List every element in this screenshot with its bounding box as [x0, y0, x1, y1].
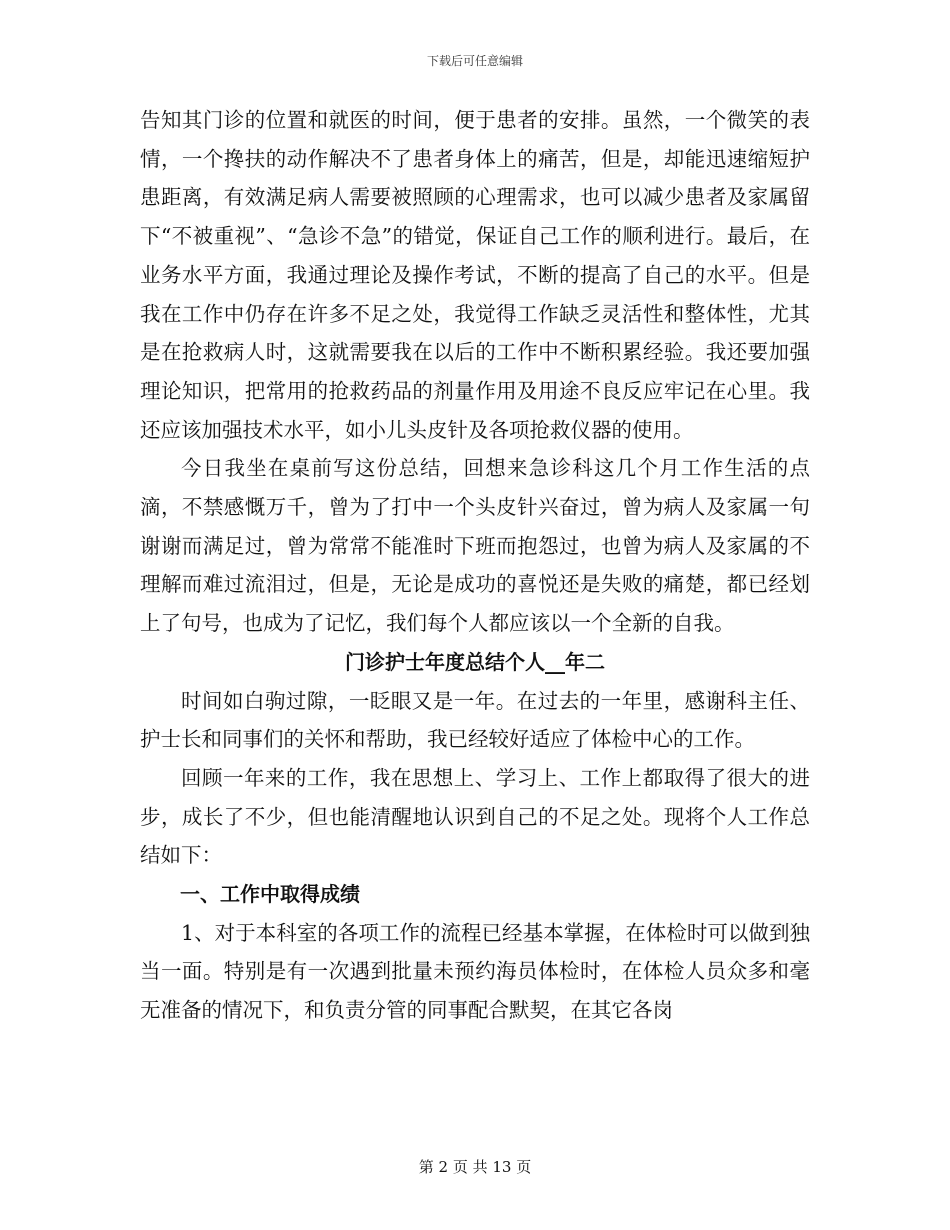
subheading: 一、工作中取得成绩: [180, 882, 360, 907]
page-footer: 第 2 页 共 13 页: [418, 1158, 532, 1176]
paragraph: 1、对于本科室的各项工作的流程已经基本掌握，在体检时可以做到独当一面。特别是有一次遇到批量未预约海员体检时，在体检人员众多和毫无准备的情况下，和负责分管的同事配合默契，在其它各岗: [140, 920, 810, 1023]
header-note: 下载后可任意编辑: [426, 54, 523, 68]
section-title: 门诊护士年度总结个人__年二: [345, 649, 605, 674]
document-body: [140, 101, 810, 1030]
paragraph: 今日我坐在桌前写这份总结，回想来急诊科这几个月工作生活的点滴，不禁感慨万千，曾为了打中一个头皮针兴奋过，曾为病人及家属一句谢谢而满足过，曾为常常不能准时下班而抱怨过，也曾为病人及家属的不理解而难过流泪过，但是，无论是成功的喜悦还是失败的痛楚，都已经划上了句号，也成为了记忆，我们每个人都应该以一个全新的自我。: [140, 456, 810, 636]
paragraph: 告知其门诊的位置和就医的时间，便于患者的安排。虽然，一个微笑的表情，一个搀扶的动作解决不了患者身体上的痛苦，但是，却能迅速缩短护患距离，有效满足病人需要被照顾的心理需求，也可以减少患者及家属留下“不被重视”、“急诊不急”的错觉，保证自己工作的顺利进行。最后，在业务水平方面，我通过理论及操作考试，不断的提高了自己的水平。但是我在工作中仍存在许多不足之处，我觉得工作缺乏灵活性和整体性，尤其是在抢救病人时，这就需要我在以后的工作中不断积累经验。我还要加强理论知识，把常用的抢救药品的剂量作用及用途不良反应牢记在心里。我还应该加强技术水平，如小儿头皮针及各项抢救仪器的使用。: [140, 108, 810, 442]
paragraph: 回顾一年来的工作，我在思想上、学习上、工作上都取得了很大的进步，成长了不少，但也能清醒地认识到自己的不足之处。现将个人工作总结如下：: [140, 765, 810, 868]
paragraph: 时间如白驹过隙，一眨眼又是一年。在过去的一年里，感谢科主任、护士长和同事们的关怀和帮助，我已经较好适应了体检中心的工作。: [140, 688, 810, 752]
